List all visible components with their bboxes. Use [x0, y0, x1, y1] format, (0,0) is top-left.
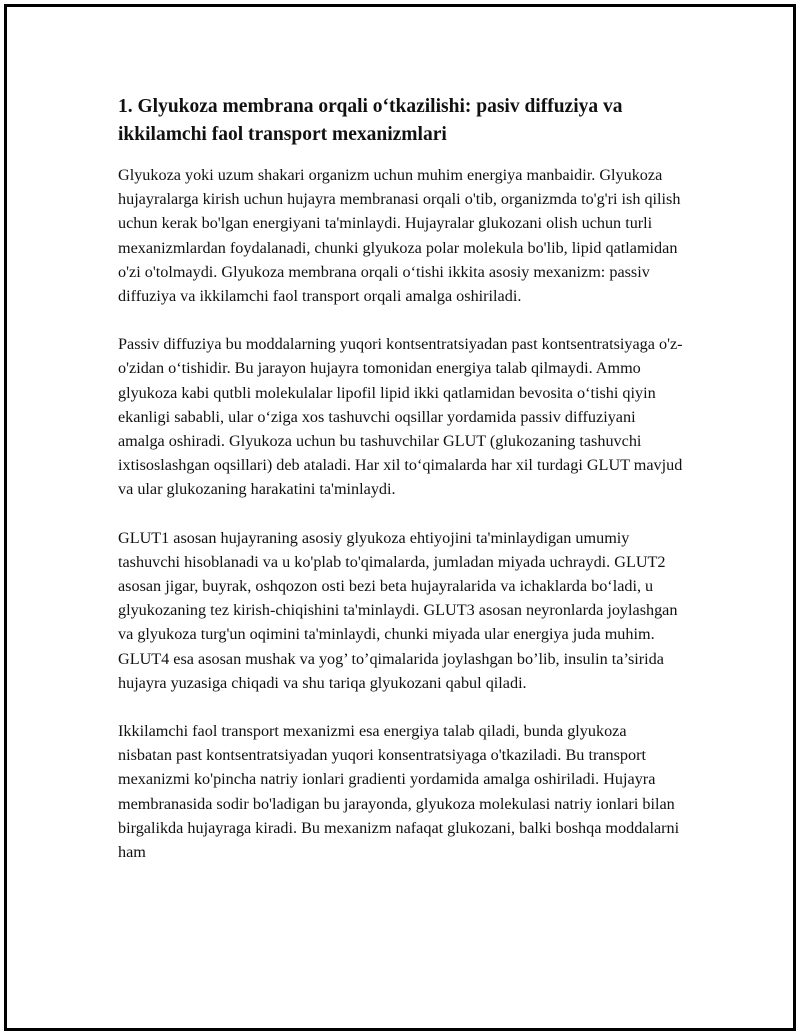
paragraph-intro: Glyukoza yoki uzum shakari organizm uchun muhim energiya manbaidir. Glyukoza hujayralarga kirish uchun hujayra membranasi orqali o'tib, organizmda to'g'ri ish qilish uchun kerak bo'lgan energiyani ta'minlaydi. Hujayralar glukozani olish uchun turli mexanizmlardan foydalanadi, chunki glyukoza polar molekula bo'lib, lipid qatlamidan o'zi o'tolmaydi. Glyukoza membrana orqali o‘tishi ikkita asosiy mexanizm: passiv diffuziya va ikkilamchi faol transport orqali amalga oshiriladi.	[118, 166, 681, 306]
document-body	[118, 93, 684, 888]
paragraph-glut-types: GLUT1 asosan hujayraning asosiy glyukoza ehtiyojini ta'minlaydigan umumiy tashuvchi hisoblanadi va u ko'plab to'qimalarda, jumladan miyada uchraydi. GLUT2 asosan jigar, buyrak, oshqozon osti bezi beta hujayralarida va ichaklarda bo‘ladi, u glyukozaning tez kirish-chiqishini ta'minlaydi. GLUT3 asosan neyronlarda joylashgan va glyukoza turg'un oqimini ta'minlaydi, chunki miyada ular energiya juda muhim. GLUT4 esa asosan mushak va yog’ to’qimalarida joylashgan bo’lib, insulin ta’sirida hujayra yuzasiga chiqadi va shu tariqa glyukozani qabul qiladi.	[118, 528, 678, 692]
paragraph-secondary-active-transport: Ikkilamchi faol transport mexanizmi esa energiya talab qiladi, bunda glyukoza nisbatan past kontsentratsiyadan yuqori konsentratsiyaga o'tkaziladi. Bu transport mexanizmi ko'pincha natriy ionlari gradienti yordamida amalga oshiriladi. Hujayra membranasida sodir bo'ladigan bu jarayonda, glyukoza molekulasi natriy ionlari bilan birgalikda hujayraga kiradi. Bu mexanizm nafaqat glukozani, balki boshqa moddalarni ham	[118, 722, 680, 862]
section-heading: 1. Glyukoza membrana orqali o‘tkazilishi: pasiv diffuziya va ikkilamchi faol transport mexanizmlari	[118, 96, 623, 145]
paragraph-passive-diffusion: Passiv diffuziya bu moddalarning yuqori kontsentratsiyadan past kontsentratsiyaga o'z-o'zidan o‘tishidir. Bu jarayon hujayra tomonidan energiya talab qilmaydi. Ammo glyukoza kabi qutbli molekulalar lipofil lipid ikki qatlamidan bevosita o‘tishi qiyin ekanligi sababli, ular o‘ziga xos tashuvchi oqsillar yordamida passiv diffuziyani amalga oshiradi. Glyukoza uchun bu tashuvchilar GLUT (glukozaning tashuvchi ixtisoslashgan oqsillari) deb ataladi. Har xil to‘qimalarda har xil turdagi GLUT mavjud va ular glukozaning harakatini ta'minlaydi.	[118, 335, 683, 499]
